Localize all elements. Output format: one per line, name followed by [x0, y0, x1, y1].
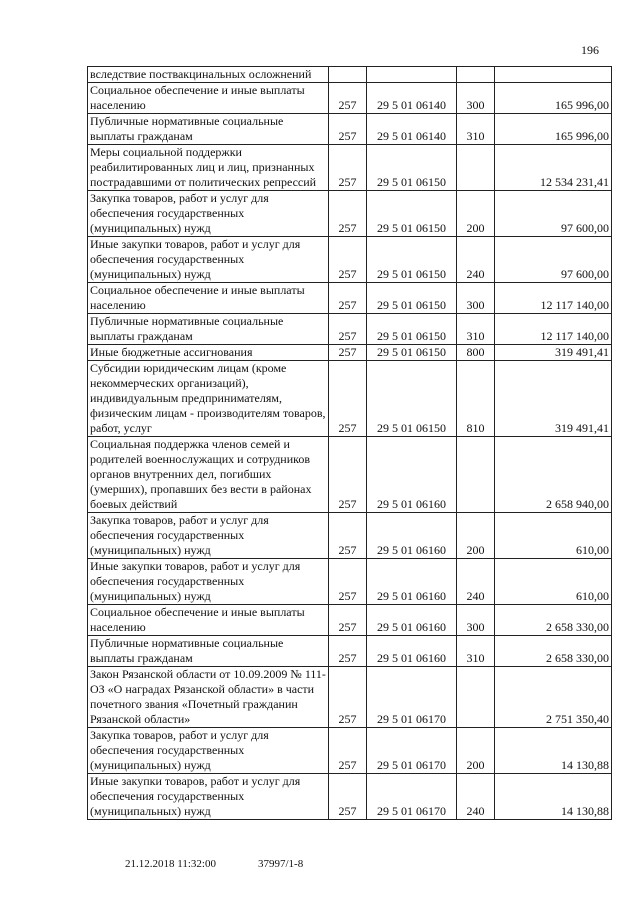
table-row	[88, 728, 612, 774]
row-target-article-cell: 29 5 01 06160	[367, 437, 457, 513]
row-expense-type-cell	[457, 67, 495, 83]
row-name-cell: Иные закупки товаров, работ и услуг для обеспечения государственных (муниципальных) нужд	[88, 774, 329, 820]
table-row	[88, 314, 612, 345]
row-code-cell: 257	[329, 361, 367, 437]
table-row	[88, 114, 612, 145]
row-code-cell: 257	[329, 513, 367, 559]
row-name-cell: Социальное обеспечение и иные выплаты населению	[88, 83, 329, 114]
row-amount-cell: 610,00	[495, 513, 612, 559]
row-target-article-cell: 29 5 01 06150	[367, 345, 457, 361]
row-amount-cell: 97 600,00	[495, 191, 612, 237]
row-expense-type-cell: 240	[457, 237, 495, 283]
row-amount-cell: 2 658 330,00	[495, 636, 612, 667]
row-name-cell: Социальное обеспечение и иные выплаты населению	[88, 283, 329, 314]
row-code-cell	[329, 67, 367, 83]
row-target-article-cell: 29 5 01 06160	[367, 513, 457, 559]
row-expense-type-cell: 240	[457, 559, 495, 605]
row-amount-cell: 2 658 330,00	[495, 605, 612, 636]
row-name-cell: Публичные нормативные социальные выплаты гражданам	[88, 636, 329, 667]
row-expense-type-cell: 310	[457, 114, 495, 145]
footer-doc-id: 37997/1-8	[258, 858, 304, 870]
row-expense-type-cell: 200	[457, 728, 495, 774]
row-expense-type-cell	[457, 667, 495, 728]
row-code-cell: 257	[329, 605, 367, 636]
row-amount-cell: 319 491,41	[495, 361, 612, 437]
row-expense-type-cell: 310	[457, 314, 495, 345]
row-code-cell: 257	[329, 83, 367, 114]
row-code-cell: 257	[329, 191, 367, 237]
row-code-cell: 257	[329, 114, 367, 145]
row-code-cell: 257	[329, 145, 367, 191]
row-amount-cell: 165 996,00	[495, 83, 612, 114]
row-code-cell: 257	[329, 728, 367, 774]
row-code-cell: 257	[329, 237, 367, 283]
row-target-article-cell	[367, 67, 457, 83]
row-amount-cell	[495, 67, 612, 83]
row-target-article-cell: 29 5 01 06170	[367, 774, 457, 820]
row-name-cell: Иные закупки товаров, работ и услуг для обеспечения государственных (муниципальных) нужд	[88, 237, 329, 283]
row-target-article-cell: 29 5 01 06160	[367, 636, 457, 667]
row-name-cell: Субсидии юридическим лицам (кроме некоммерческих организаций), индивидуальным предпринимателям, физическим лицам - производителям товаров, работ, услуг	[88, 361, 329, 437]
row-expense-type-cell: 240	[457, 774, 495, 820]
row-name-cell: Закон Рязанской области от 10.09.2009 № 111-ОЗ «О наградах Рязанской области» в части почетного звания «Почетный гражданин Рязанской области»	[88, 667, 329, 728]
row-expense-type-cell: 200	[457, 191, 495, 237]
row-target-article-cell: 29 5 01 06150	[367, 191, 457, 237]
row-target-article-cell: 29 5 01 06170	[367, 728, 457, 774]
table-row	[88, 237, 612, 283]
row-expense-type-cell: 200	[457, 513, 495, 559]
row-target-article-cell: 29 5 01 06140	[367, 114, 457, 145]
table-row	[88, 83, 612, 114]
row-code-cell: 257	[329, 283, 367, 314]
row-target-article-cell: 29 5 01 06150	[367, 237, 457, 283]
row-amount-cell: 319 491,41	[495, 345, 612, 361]
table-row	[88, 67, 612, 83]
row-amount-cell: 12 117 140,00	[495, 314, 612, 345]
row-code-cell: 257	[329, 559, 367, 605]
row-target-article-cell: 29 5 01 06150	[367, 283, 457, 314]
row-name-cell: Социальное обеспечение и иные выплаты населению	[88, 605, 329, 636]
row-code-cell: 257	[329, 774, 367, 820]
row-expense-type-cell: 800	[457, 345, 495, 361]
table-row	[88, 283, 612, 314]
footer-datetime: 21.12.2018 11:32:00	[125, 858, 216, 870]
table-body	[88, 67, 612, 820]
budget-table	[87, 66, 612, 820]
row-target-article-cell: 29 5 01 06160	[367, 559, 457, 605]
page-number: 196	[581, 43, 599, 57]
row-name-cell: Закупка товаров, работ и услуг для обеспечения государственных (муниципальных) нужд	[88, 728, 329, 774]
table-row	[88, 191, 612, 237]
row-target-article-cell: 29 5 01 06140	[367, 83, 457, 114]
table-row	[88, 145, 612, 191]
row-code-cell: 257	[329, 667, 367, 728]
table-row	[88, 605, 612, 636]
row-name-cell: Иные закупки товаров, работ и услуг для обеспечения государственных (муниципальных) нужд	[88, 559, 329, 605]
row-amount-cell: 165 996,00	[495, 114, 612, 145]
row-target-article-cell: 29 5 01 06150	[367, 314, 457, 345]
row-target-article-cell: 29 5 01 06150	[367, 145, 457, 191]
row-target-article-cell: 29 5 01 06160	[367, 605, 457, 636]
row-expense-type-cell: 300	[457, 605, 495, 636]
row-name-cell: Публичные нормативные социальные выплаты гражданам	[88, 314, 329, 345]
row-code-cell: 257	[329, 314, 367, 345]
row-expense-type-cell: 310	[457, 636, 495, 667]
row-name-cell: вследствие поствакцинальных осложнений	[88, 67, 329, 83]
table-row	[88, 513, 612, 559]
table-row	[88, 437, 612, 513]
row-amount-cell: 2 751 350,40	[495, 667, 612, 728]
table-row	[88, 636, 612, 667]
row-expense-type-cell: 810	[457, 361, 495, 437]
row-expense-type-cell: 300	[457, 83, 495, 114]
row-name-cell: Закупка товаров, работ и услуг для обеспечения государственных (муниципальных) нужд	[88, 513, 329, 559]
row-expense-type-cell: 300	[457, 283, 495, 314]
row-name-cell: Социальная поддержка членов семей и родителей военнослужащих и сотрудников органов внутренних дел, погибших (умерших), пропавших без вести в районах боевых действий	[88, 437, 329, 513]
table-row	[88, 774, 612, 820]
row-name-cell: Меры социальной поддержки реабилитированных лиц и лиц, признанных пострадавшими от политических репрессий	[88, 145, 329, 191]
row-name-cell: Иные бюджетные ассигнования	[88, 345, 329, 361]
table-row	[88, 559, 612, 605]
row-amount-cell: 14 130,88	[495, 774, 612, 820]
row-name-cell: Публичные нормативные социальные выплаты гражданам	[88, 114, 329, 145]
row-amount-cell: 12 117 140,00	[495, 283, 612, 314]
row-code-cell: 257	[329, 345, 367, 361]
row-amount-cell: 97 600,00	[495, 237, 612, 283]
row-amount-cell: 14 130,88	[495, 728, 612, 774]
table-row	[88, 667, 612, 728]
table-row	[88, 361, 612, 437]
row-amount-cell: 12 534 231,41	[495, 145, 612, 191]
row-code-cell: 257	[329, 636, 367, 667]
row-target-article-cell: 29 5 01 06170	[367, 667, 457, 728]
row-name-cell: Закупка товаров, работ и услуг для обеспечения государственных (муниципальных) нужд	[88, 191, 329, 237]
row-expense-type-cell	[457, 437, 495, 513]
row-code-cell: 257	[329, 437, 367, 513]
table-row	[88, 345, 612, 361]
row-target-article-cell: 29 5 01 06150	[367, 361, 457, 437]
row-amount-cell: 610,00	[495, 559, 612, 605]
row-expense-type-cell	[457, 145, 495, 191]
row-amount-cell: 2 658 940,00	[495, 437, 612, 513]
